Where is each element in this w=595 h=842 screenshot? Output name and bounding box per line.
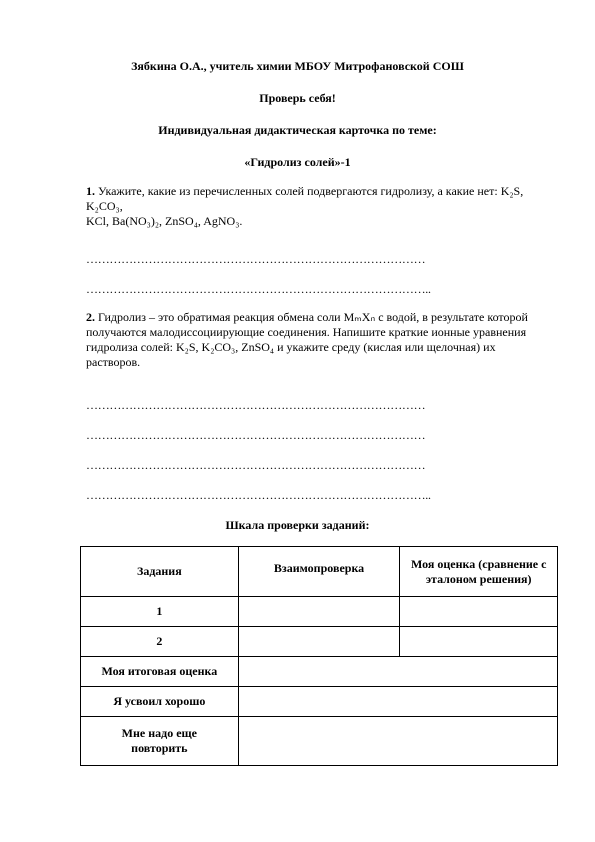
check-scale-table	[80, 546, 558, 766]
task1	[86, 184, 546, 229]
cell-need-repeat[interactable]	[238, 717, 557, 766]
card-title: Индивидуальная дидактическая карточка по теме:	[158, 123, 437, 137]
cell-learned-well[interactable]	[238, 687, 557, 717]
task2	[86, 310, 546, 370]
answer-line-5[interactable]: ……………………………………………………………………………	[86, 458, 426, 472]
task1-salts-2: KCl, Ba(NO₃)₂, ZnSO₄, AgNO₃.	[86, 214, 243, 228]
answer-line-2[interactable]: ……………………………………………………………………………..	[86, 282, 431, 296]
task1-salts-1: K₂S, K₂CO₃,	[86, 184, 524, 213]
scale-title: Шкала проверки заданий:	[225, 518, 370, 532]
task1-number: 1.	[86, 184, 95, 198]
topic-title: «Гидролиз солей»-1	[244, 155, 351, 169]
author-line: Зябкина О.А., учитель химии МБОУ Митрофановской СОШ	[131, 59, 464, 73]
header-my-grade: Моя оценка (сравнение с эталоном решения)	[400, 547, 558, 597]
check-yourself-title: Проверь себя!	[259, 91, 336, 105]
answer-line-1[interactable]: ……………………………………………………………………………	[86, 252, 426, 266]
cell-grade-1[interactable]	[400, 597, 558, 627]
cell-peer-2[interactable]	[238, 627, 400, 657]
cell-peer-1[interactable]	[238, 597, 400, 627]
task2-text: Гидролиз – это обратимая реакция обмена соли MₘXₙ с водой, в результате которой получаются малодиссоциирующие соединения. Напишите краткие ионные уравнения гидролиза солей: K₂S, K₂CO₃, ZnSO₄ и укажите среду (кислая или щелочная) их растворов.	[86, 310, 528, 369]
header-tasks: Задания	[81, 547, 239, 597]
cell-grade-2[interactable]	[400, 627, 558, 657]
task1-text: Укажите, какие из перечисленных солей подвергаются гидролизу, а какие нет:	[98, 184, 498, 198]
answer-line-4[interactable]: ……………………………………………………………………………	[86, 428, 426, 442]
row-task-1: 1	[81, 597, 239, 627]
task2-number: 2.	[86, 310, 95, 324]
cell-final-grade[interactable]	[238, 657, 557, 687]
row-learned-well: Я усвоил хорошо	[81, 687, 239, 717]
answer-line-3[interactable]: ……………………………………………………………………………	[86, 398, 426, 412]
row-need-repeat: Мне надо еще повторить	[81, 717, 239, 766]
answer-line-6[interactable]: ……………………………………………………………………………..	[86, 488, 431, 502]
row-final-grade: Моя итоговая оценка	[81, 657, 239, 687]
row-task-2: 2	[81, 627, 239, 657]
header-peer-check: Взаимопроверка	[238, 547, 400, 597]
